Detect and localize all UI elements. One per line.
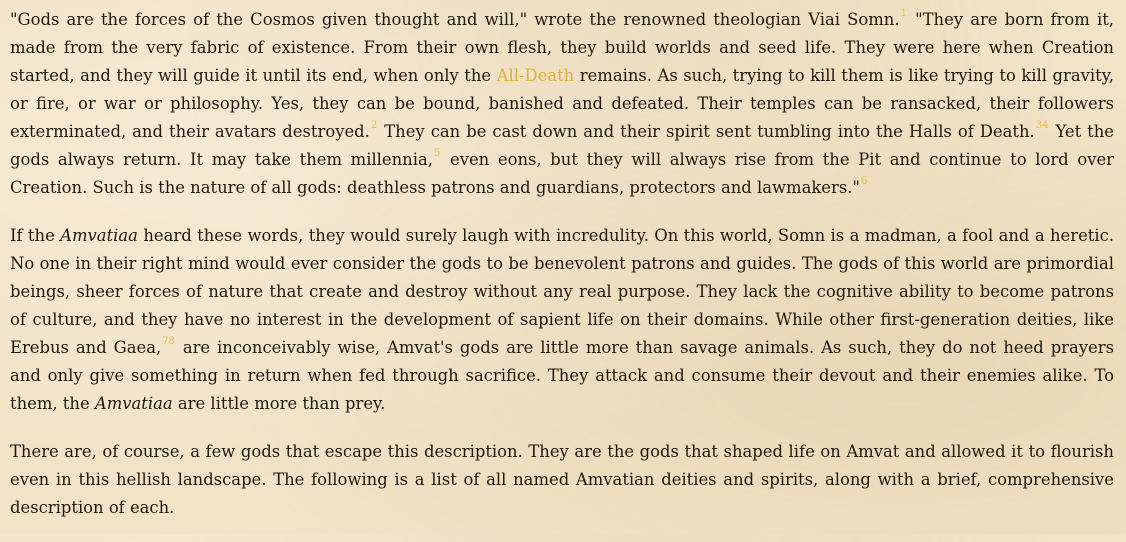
text-segment: are inconceivably wise, Amvat's gods are little more than savage animals. As such, they do not heed prayers and only give something in return when fed through sacrifice. They attack and consume their devout and their enemies alike. To them, the xyxy=(10,338,1114,413)
text-segment: "They are born from it, made from the very fabric of existence. From their own flesh, they build worlds and seed life. They were here when Creation started, and they will guide it until its end, when only the xyxy=(10,10,1114,85)
text-segment: If the xyxy=(10,226,61,245)
paragraph-intro xyxy=(10,6,1114,202)
text-segment: heard these words, they would surely laugh with incredulity. On this world, Somn is a madman, a fool and a heretic. No one in their right mind would ever consider the gods to be benevolent patrons and guides. The gods of this world are primordial beings, sheer forces of nature that create and destroy without any real purpose. They lack the cognitive ability to become patrons of culture, and they have no interest in the development of sapient life on their domains. While other first-generation deities, like Erebus and Gaea, xyxy=(10,226,1114,357)
all-death-link[interactable]: All-Death xyxy=(496,66,575,85)
article-body xyxy=(10,6,1114,542)
text-segment: There are, of course, a few gods that escape this description. They are the gods that shaped life on Amvat and allowed it to flourish even in this hellish landscape. The following is a list of all named Amvatian deities and spirits, along with a brief, comprehensive description of each. xyxy=(10,442,1114,517)
amvatiaa-term: Amvatiaa xyxy=(94,394,173,413)
footnote-ref[interactable]: 5 xyxy=(433,148,441,159)
amvatiaa-term: Amvatiaa xyxy=(60,226,138,245)
text-segment: remains. As such, trying to kill them is like trying to kill gravity, or fire, or war or philosophy. Yes, they can be bound, banished and defeated. Their temples can be ransacked, their followers exterminated, and their avatars destroyed. xyxy=(10,66,1114,141)
footnote-ref[interactable]: 6 xyxy=(860,176,868,187)
text-segment: They can be cast down and their spirit sent tumbling into the Halls of Death. xyxy=(378,122,1035,141)
text-segment: are little more than prey. xyxy=(172,394,386,413)
footnote-ref[interactable]: 34 xyxy=(1035,120,1049,131)
text-segment: "Gods are the forces of the Cosmos given thought and will," wrote the renowned theologian Viai Somn. xyxy=(10,10,900,29)
footnote-ref[interactable]: 2 xyxy=(370,120,378,131)
footnote-ref[interactable]: 78 xyxy=(162,336,175,347)
text-segment: even eons, but they will always rise from the Pit and continue to lord over Creation. Such is the nature of all gods: deathless patrons and guardians, protectors and lawmakers." xyxy=(10,150,1114,197)
footnote-ref[interactable]: 1 xyxy=(900,8,907,19)
paragraph-amvatiaa xyxy=(10,222,1114,418)
paragraph-list-intro xyxy=(10,438,1114,522)
text-segment: Yet the gods always return. It may take them millennia, xyxy=(10,122,1115,169)
